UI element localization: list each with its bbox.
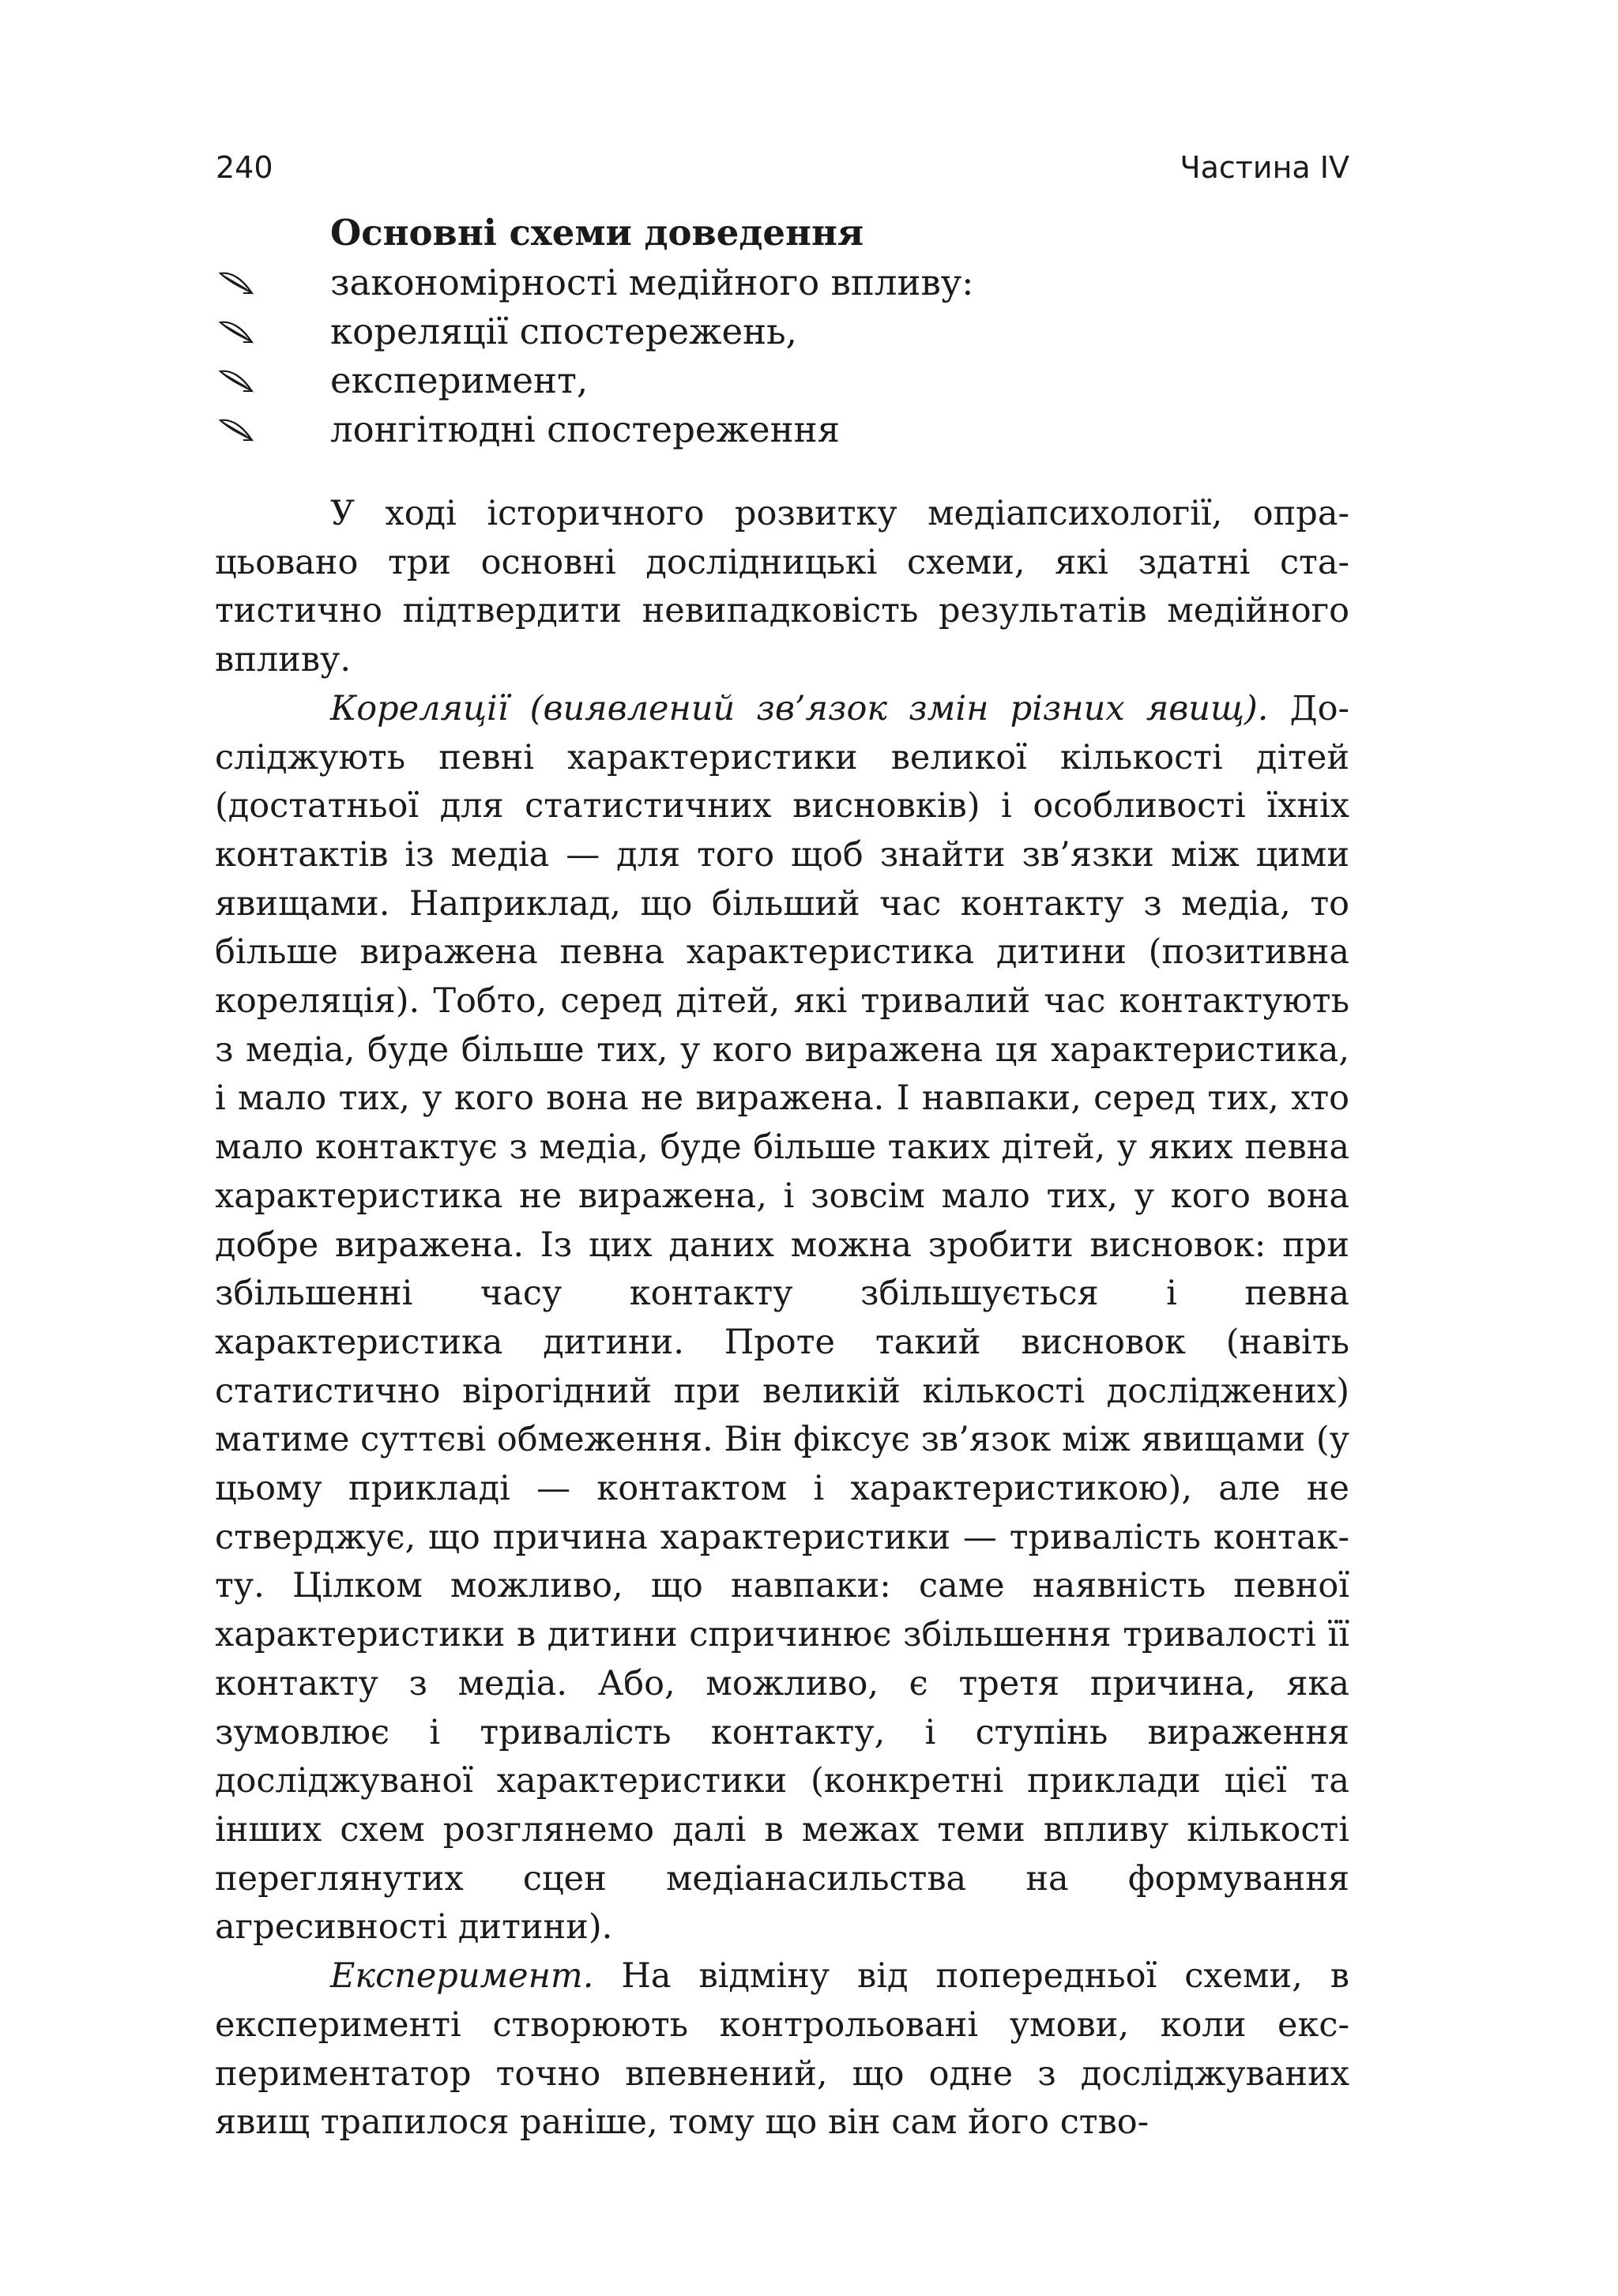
outline-list [213, 258, 1359, 454]
list-item-text: кореляції спостережень, [330, 311, 797, 352]
correlation-text: Досліджують певні характеристики великої кількості дітей (достатньої для статистичних висновків) і особливості їхніх контактів із медіа — для того щоб знайти зв’язки між цими явищами. Наприклад, що більший час контакту з медіа, то більше виражена певна характеристика дитини (позитивна кореляція). Тобто, серед дітей, які тривалий час контактують з медіа, буде більше тих, у кого виражена ця характеристика, і мало тих, у кого вона не виражена. І навпаки, серед тих, хто мало контактує з медіа, буде більше таких дітей, у яких певна характеристика не виражена, і зовсім мало тих, у кого вона добре виражена. Із цих даних можна зробити висновок: при збільшенні часу контакту збільшується і певна характеристика дитини. Проте такий висновок (навіть статистично вірогідний при великій кількості досліджених) матиме суттєві обмеження. Він фіксує зв’язок між явищами (у цьому прикладі — контактом і характеристикою), але не стверджує, що причина характеристики — тривалість контакту. Цілком можливо, що навпаки: саме наявність певної характеристики в дитини спричинює збільшення тривалості її контакту з медіа. Або, можливо, є третя причина, яка зумовлює і тривалість контакту, і ступінь вираження досліджуваної характеристики (конкретні приклади цієї та інших схем розглянемо далі в межах теми впливу кількості переглянутих сцен медіанасильства на формування агресивності дитини). [215, 688, 1349, 1948]
page-number: 240 [216, 150, 273, 185]
correlation-paragraph [215, 685, 1349, 1952]
quill-pen-icon [218, 269, 254, 297]
experiment-lead-in: Експеримент. [330, 1956, 594, 1997]
list-item [213, 307, 1359, 356]
experiment-paragraph [215, 1952, 1349, 2147]
intro-paragraph: У ході історичного розвитку медіапсихології, опрацьовано три основні дослідницькі схеми, які здатні статистично підтвердити невипадковість результатів медійного впливу. [215, 494, 1349, 680]
correlation-lead-in: Кореляції (виявлений зв’язок змін різних явищ). [330, 688, 1269, 728]
quill-pen-icon [218, 367, 254, 395]
proof-schemes-outline [213, 208, 1359, 454]
list-item-text: лонгітюдні спостереження [330, 408, 840, 450]
running-head: Частина IV [1180, 150, 1349, 185]
list-item-text: закономірності медійного впливу: [330, 262, 974, 303]
experiment-text: На відміну від попередньої схеми, в експерименті створюють контрольовані умови, коли експериментатор точно впевнений, що одне з досліджуваних явищ трапилося раніше, тому що він сам його ство- [215, 1956, 1349, 2143]
list-item [213, 258, 1359, 307]
list-item [213, 405, 1359, 454]
outline-title: Основні схеми доведення [330, 212, 864, 254]
quill-pen-icon [218, 416, 254, 444]
quill-pen-icon [218, 318, 254, 346]
main-text [215, 490, 1349, 2147]
list-item-text: експеримент, [330, 359, 589, 401]
list-item [213, 356, 1359, 405]
